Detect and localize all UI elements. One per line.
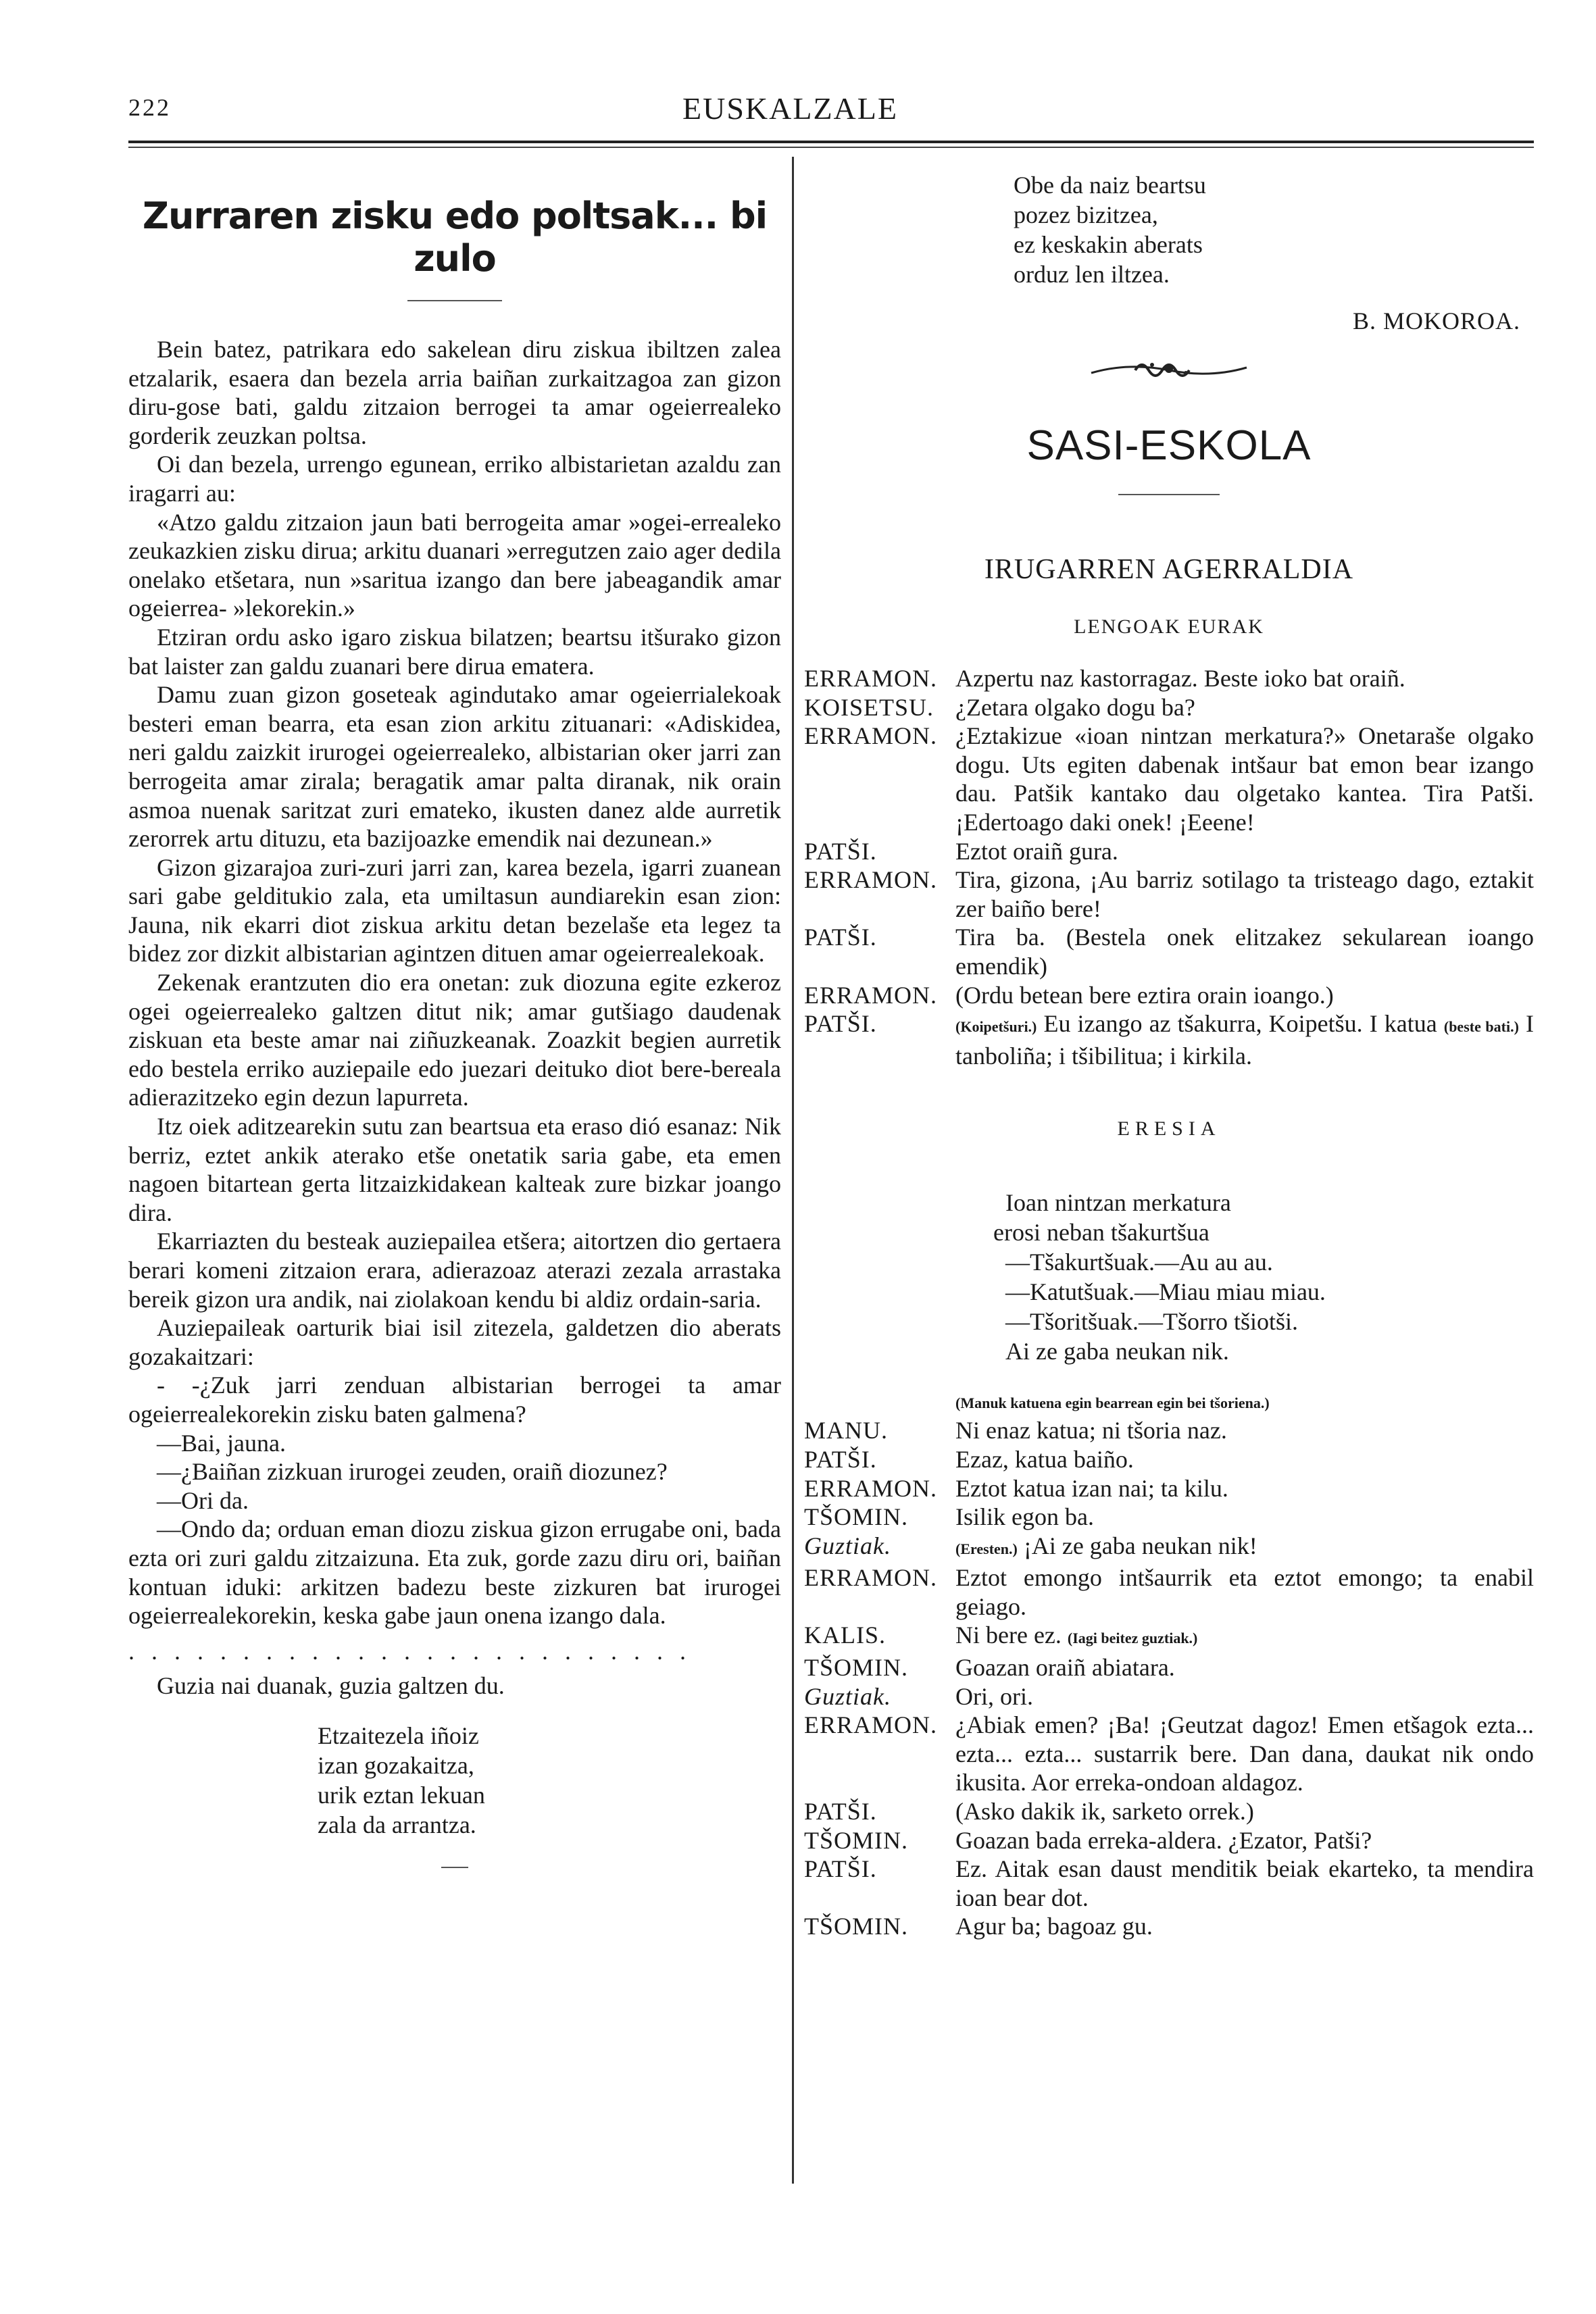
dialogue-row	[804, 1855, 1534, 1912]
ornament-icon	[804, 355, 1534, 389]
speech	[955, 1621, 1534, 1653]
dialogue-line: - -¿Zuk jarri zenduan albistarian berrogei ta amar ogeierrealekorekin zisku baten galmena?	[128, 1372, 781, 1428]
stage-direction: (Koipetšuri.)	[955, 1018, 1037, 1036]
stage-direction-line: (Manuk katuena egin bearrean egin bei tšoriena.)	[955, 1394, 1270, 1412]
speaker: ERRAMON.	[804, 1474, 938, 1502]
verse-line: Etzaitezela iñoiz	[318, 1721, 479, 1749]
verse-line: urik eztan lekuan	[318, 1781, 485, 1809]
speaker: PATŠI.	[804, 837, 877, 865]
speaker: MANU.	[804, 1417, 889, 1444]
speaker: TŠOMIN.	[804, 1826, 909, 1854]
dialogue-row	[804, 1416, 1534, 1445]
speech	[955, 1009, 1534, 1070]
dialogue-row	[804, 1912, 1534, 1941]
page-header	[128, 86, 1534, 141]
speaker: Guztiak.	[804, 1682, 891, 1710]
end-rule	[441, 1867, 468, 1868]
speaker: ERRAMON.	[804, 866, 938, 894]
dialogue-row	[804, 1682, 1534, 1711]
dialogue-line: —¿Baiñan zizkuan irurogei zeuden, oraiñ diozunez?	[157, 1458, 668, 1486]
speech: Ez. Aitak esan daust menditik beiak ekarteko, ta mendira ioan bear dot.	[955, 1855, 1534, 1911]
speech-part: I tanboliña; i tšibilitua; i kirkila.	[955, 1010, 1535, 1070]
speaker: PATŠI.	[804, 1855, 877, 1883]
dialogue-row	[804, 923, 1534, 980]
speaker: ERRAMON.	[804, 665, 938, 692]
speech: Tira, gizona, ¡Au barriz sotilago ta tristeago dago, eztakit zer baiño bere!	[955, 866, 1534, 922]
speaker: PATŠI.	[804, 1445, 877, 1473]
paragraph: Itz oiek aditzearekin sutu zan beartsua eta eraso dió esanaz: Nik berriz, eztet ankik aterako etše onetatik saria gabe, eta emen nagoen bitartean gerta litzaizkidakean kalteak zure bizkar joango dira.	[128, 1113, 781, 1226]
speaker: PATŠI.	[804, 1798, 877, 1826]
speech: Ezaz, katua baiño.	[955, 1445, 1134, 1473]
speech	[955, 1532, 1534, 1564]
speech: Agur ba; bagoaz gu.	[955, 1913, 1153, 1940]
speech: ¿Eztakizue «ioan nintzan merkatura?» Onetaraše olgako dogu. Uts egiten dabenak intšaur bat emon bear izango dau. Patšik kantako dau olgetako kantea. Tira Patši. ¡Edertoago daki onek! ¡Eeene!	[955, 722, 1534, 836]
dialogue-row	[804, 1503, 1534, 1532]
dotted-separator: . . . . . . . . . . . . . . . . . . . . . . . . .	[128, 1637, 691, 1665]
song-line: —Tšakurtšuak.—Au au au.	[1005, 1249, 1273, 1276]
verse-line: Obe da naiz beartsu	[1014, 172, 1206, 199]
speech: Goazan bada erreka-aldera. ¿Ezator, Patši?	[955, 1826, 1372, 1854]
speaker: TŠOMIN.	[804, 1503, 909, 1531]
closing-verse	[318, 1721, 781, 1840]
speaker: ERRAMON.	[804, 1711, 938, 1739]
paragraph: Ekarriazten du besteak auziepailea etšera; aitortzen dio gertaera berari komeni zitzaion erara, adierazoaz aterazi zezala arrastaka bereik gizon ura andik, nai ziolakoan kendu bi aldiz ordain-saria.	[128, 1228, 781, 1313]
speech: Eztot katua izan nai; ta kilu.	[955, 1474, 1228, 1502]
paragraph: Gizon gizarajoa zuri-zuri jarri zan, karea bezela, igarri zuanean sari gabe gelditukio zala, eta umiltasun aundiarekin esan zion: Jauna, nik ekarri diot ziskua arkitu detan bezelaše eta legez ta bidez zor dizkit albistarian agintzen dituen amar ogeierrealekoak.	[128, 853, 781, 967]
dialogue-row	[804, 1563, 1534, 1621]
speaker: Guztiak.	[804, 1532, 891, 1559]
speaker: ERRAMON.	[804, 722, 938, 750]
verse-line: ez keskakin aberats	[1014, 231, 1203, 258]
paragraph: Damu zuan gizon goseteak agindutako amar ogeierrialekoak besteri eman bearra, eta esan zion arkitu zituanari: «Adiskidea, neri galdu zaizkit irurogei ogeierrealeko, albistarian oker jarri zan berrogeita amar zirala; beragatik amar palta diranak, nik orain asmoa nuenak saritzat zuri emateko, ikusten danez alde aurretik zerorrek artu dituzu, eta bazijoazke emendik nai dezunean.»	[128, 681, 781, 853]
speech-part: Eu izango az tšakurra, Koipetšu. I katua	[1043, 1010, 1437, 1038]
speech: ¿Zetara olgako dogu ba?	[955, 693, 1195, 721]
speech: Eztot oraiñ gura.	[955, 837, 1118, 865]
speech-part: ¡Ai ze gaba neukan nik!	[1023, 1532, 1257, 1559]
scene-note: LENGOAK EURAK	[1074, 615, 1264, 638]
running-title: EUSKALZALE	[682, 91, 898, 126]
dialogue-row	[804, 1474, 1534, 1503]
paragraph: Bein batez, patrikara edo sakelean diru ziskua ibiltzen zalea etzalarik, esaera dan bezela arria baiñan zurkaitzagoa zan gizon diru-gose bati, galdu zitzaion berrogei ta amar ogeierrealeko gorderik zeuzkan poltsa.	[128, 336, 781, 449]
song-line: —Katutšuak.—Miau miau miau.	[1005, 1278, 1326, 1306]
verse-line: pozez bizitzea,	[1014, 201, 1158, 228]
article-title: Zurraren zisku edo poltsak... bi zulo	[142, 195, 768, 280]
dialogue-row	[804, 693, 1534, 722]
speech: Eztot emongo intšaurrik eta eztot emongo; ta enabil geiago.	[955, 1564, 1534, 1620]
verse-line: orduz len iltzea.	[1014, 261, 1170, 288]
dialogue-row	[804, 1653, 1534, 1682]
speaker: KOISETSU.	[804, 693, 934, 721]
song-line: Ai ze gaba neukan nik.	[1005, 1338, 1229, 1365]
moral-line: Guzia nai duanak, guzia galtzen du.	[157, 1671, 505, 1699]
speech: Azpertu naz kastorragaz. Beste ioko bat oraiñ.	[955, 665, 1405, 692]
speaker: PATŠI.	[804, 924, 877, 951]
speech: Tira ba. (Bestela onek elitzakez sekularean ioango emendik)	[955, 924, 1534, 980]
speaker: TŠOMIN.	[804, 1913, 909, 1940]
dialogue-row	[804, 1711, 1534, 1797]
speech: (Asko dakik ik, sarketo orrek.)	[955, 1798, 1254, 1826]
article-body	[128, 335, 781, 1630]
left-column	[128, 157, 781, 1868]
opening-verse	[1014, 170, 1534, 289]
paragraph: Zekenak erantzuten dio era onetan: zuk diozuna egite ezkeroz ogei ogeierrealeko galtzen ditut nik; amar gutšiago daudenak ziskuan eta beste amar nai ziñuzkeanak. Zoazkit begien aurretik edo bestela erriko auziepaile edo juezari deituko diot bere-bereala adierazitzeko egin dezun lapurreta.	[128, 969, 781, 1111]
page-number: 222	[128, 94, 171, 121]
song-line: —Tšoritšuak.—Tšorro tšiotši.	[1005, 1308, 1298, 1336]
dialogue-line: —Ori da.	[157, 1486, 249, 1514]
speaker: KALIS.	[804, 1621, 886, 1649]
song-verse	[993, 1188, 1534, 1366]
speech: Isilik egon ba.	[955, 1503, 1094, 1531]
header-rule-thin	[128, 147, 1534, 148]
act-title: IRUGARREN AGERRALDIA	[984, 554, 1354, 585]
stage-direction: (Iagi beitez guztiak.)	[1067, 1630, 1198, 1647]
speech: ¿Abiak emen? ¡Ba! ¡Geutzat dagoz! Emen etšagok ezta... ezta... ezta... sustarrik bere. Dan dana, daukat nik ondo ikusita. Aor erreka-ondoan aldagoz.	[955, 1711, 1534, 1796]
paragraph-notice: «Atzo galdu zitzaion jaun bati berrogeita amar »ogei-errealeko zeukazkien zisku dirua; arkitu duanari »erregutzen zaio ager dedila onelako etšetara, nun »saritua izango dan bere jabeagandik amar ogeierrea- »lekorekin.»	[128, 508, 781, 622]
dialogue-block-2	[804, 1416, 1534, 1941]
play-title: SASI-ESKOLA	[1026, 422, 1312, 469]
title-rule	[407, 300, 502, 301]
dialogue-row	[804, 722, 1534, 836]
speech-part: Ni bere ez.	[955, 1621, 1062, 1649]
dialogue-block	[804, 664, 1534, 1070]
song-line: Ioan nintzan merkatura	[1005, 1189, 1231, 1217]
dialogue-row	[804, 1797, 1534, 1826]
right-column	[804, 157, 1534, 1941]
verse-line: zala da arrantza.	[318, 1811, 476, 1838]
dialogue-row	[804, 837, 1534, 866]
dialogue-row	[804, 664, 1534, 693]
speech: Ni enaz katua; ni tšoria naz.	[955, 1417, 1227, 1444]
stage-direction: (Eresten.)	[955, 1540, 1018, 1557]
speaker: ERRAMON.	[804, 1564, 938, 1592]
dialogue-row	[804, 1532, 1534, 1564]
dialogue-line: —Bai, jauna.	[157, 1429, 286, 1457]
song-heading: ERESIA	[1117, 1117, 1221, 1140]
title-rule	[1118, 494, 1220, 495]
dialogue-row	[804, 1009, 1534, 1070]
speaker: ERRAMON.	[804, 981, 938, 1009]
dialogue-row	[804, 1826, 1534, 1855]
verse-line: izan gozakaitza,	[318, 1751, 474, 1779]
paragraph: Oi dan bezela, urrengo egunean, erriko albistarietan azaldu zan iragarri au:	[128, 451, 781, 507]
paragraph: Etziran ordu asko igaro ziskua bilatzen; beartsu itšurako gizon bat laister zan galdu zuanari bere dirua ematera.	[128, 623, 781, 680]
speaker: TŠOMIN.	[804, 1654, 909, 1682]
dialogue-row	[804, 1445, 1534, 1474]
song-line: erosi neban tšakurtšua	[993, 1219, 1210, 1247]
speech: Ori, ori.	[955, 1682, 1033, 1710]
column-divider	[792, 157, 794, 2184]
header-rule	[128, 141, 1534, 143]
speech: Goazan oraiñ abiatara.	[955, 1654, 1175, 1682]
paragraph: Auziepaileak oarturik biai isil zitezela, galdetzen dio aberats gozakaitzari:	[128, 1314, 781, 1370]
dialogue-row	[804, 1621, 1534, 1653]
dialogue-row	[804, 865, 1534, 923]
speech: (Ordu betean bere eztira orain ioango.)	[955, 981, 1334, 1009]
author-signature: B. MOKOROA.	[1352, 307, 1520, 334]
dialogue-row	[804, 981, 1534, 1010]
dialogue-line: —Ondo da; orduan eman diozu ziskua gizon errugabe oni, bada ezta ori zuri galdu zitzaizuna. Eta zuk, gorde zazu diru ori, baiñan kontuan iduki: arkitzen badezu beste zizkuren bat irurogei ogeierrealekorekin, keska gabe jaun onena izango dala.	[128, 1515, 781, 1630]
speaker: PATŠI.	[804, 1010, 877, 1038]
stage-direction: (beste bati.)	[1443, 1018, 1519, 1036]
